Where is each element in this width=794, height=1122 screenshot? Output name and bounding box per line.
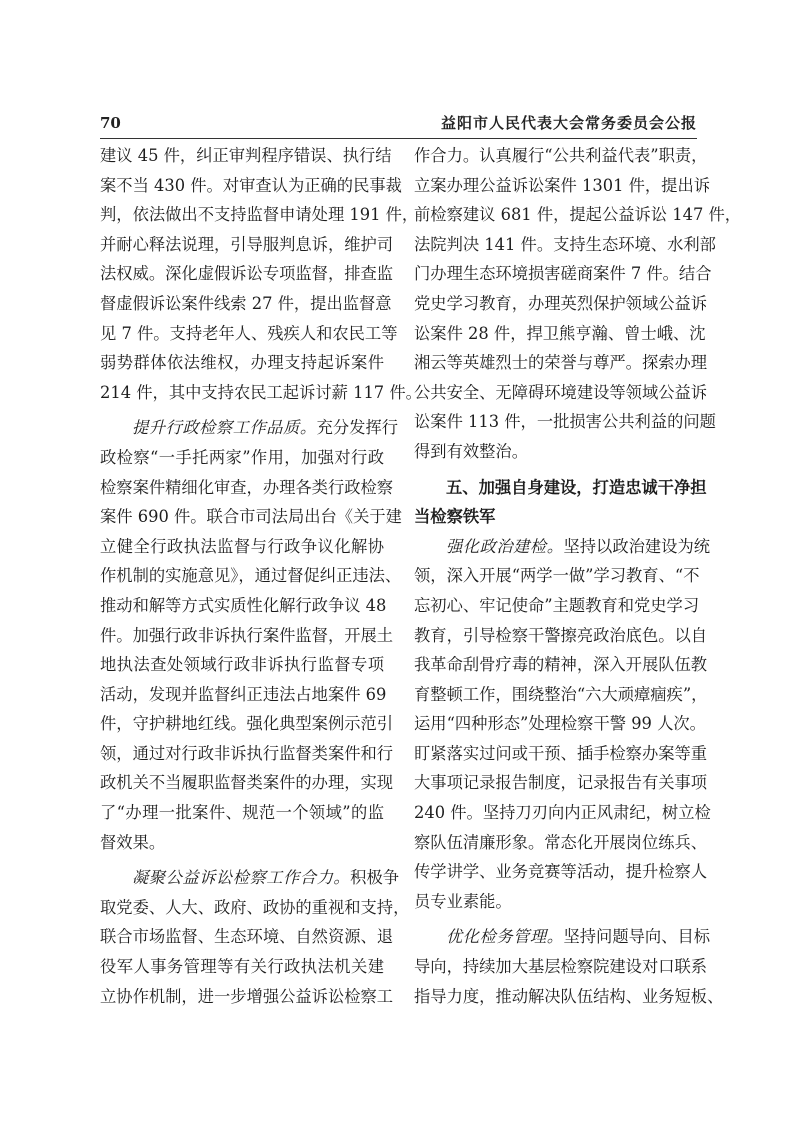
text-line: 取党委、人大、政府、政协的重视和支持， xyxy=(100,897,410,917)
paragraph-public-interest-litigation xyxy=(100,863,410,1011)
header-rule xyxy=(100,138,697,139)
paragraph-public-interest-continued xyxy=(414,141,742,467)
text-line: 件。加强行政非诉执行案件监督，开展土 xyxy=(100,625,394,645)
section-heading-line: 五、加强自身建设，打造忠诚干净担 xyxy=(446,477,707,497)
page-header xyxy=(100,112,697,136)
text-line: 督虚假诉讼案件线索 27 件，提出监督意 xyxy=(100,293,392,313)
left-column xyxy=(100,141,422,1011)
text-line: 前检察建议 681 件，提起公益诉讼 147 件， xyxy=(414,205,742,225)
text-line: 240 件。坚持刀刃向内正风肃纪，树立检 xyxy=(414,803,711,823)
text-fragment: 坚持问题导向、目标 xyxy=(563,927,711,947)
text-line: 立健全行政执法监督与行政争议化解协 xyxy=(100,536,384,556)
text-line: 检察案件精细化审查，办理各类行政检察 xyxy=(100,477,394,497)
paragraph-first-line xyxy=(414,532,711,562)
paragraph-lead: 优化检务管理。 xyxy=(446,927,564,947)
paragraph-lead: 强化政治建检。 xyxy=(446,536,564,556)
text-line: 立协作机制，进一步增强公益诉讼检察工 xyxy=(100,986,394,1006)
paragraph-first-line xyxy=(100,863,400,893)
paragraph-lead: 凝聚公益诉讼检察工作合力。 xyxy=(132,868,351,888)
text-line: 建议 45 件，纠正审判程序错误、执行结 xyxy=(100,146,392,165)
paragraph-administrative-procuratorate xyxy=(100,413,402,857)
text-line: 党史学习教育，办理英烈保护领域公益诉 xyxy=(414,293,708,313)
paragraph-political-building xyxy=(414,532,711,917)
right-column xyxy=(414,141,742,1011)
text-line: 员专业素能。 xyxy=(414,891,512,911)
text-line: 弱势群体依法维权，办理支持起诉案件 xyxy=(100,353,384,373)
text-line: 作机制的实施意见》，通过督促纠正违法、 xyxy=(100,566,402,586)
section-heading-line: 当检察铁军 xyxy=(414,507,496,527)
text-line: 件，守护耕地红线。强化典型案例示范引 xyxy=(100,714,394,734)
text-fragment: 积极争 xyxy=(350,868,400,888)
text-line: 门办理生态环境损害磋商案件 7 件。结合 xyxy=(414,264,712,284)
text-line: 地执法查处领域行政非诉执行监督专项 xyxy=(100,655,384,675)
text-fragment: 充分发挥行 xyxy=(316,418,399,438)
paragraph-first-line xyxy=(100,413,399,443)
text-line: 案不当 430 件。对审查认为正确的民事裁 xyxy=(100,175,402,195)
text-line: 我革命刮骨疗毒的精神，深入开展队伍教 xyxy=(414,655,708,675)
text-line: 盯紧落实过问或干预、插手检察办案等重 xyxy=(414,743,708,763)
text-line: 公共安全、无障碍环境建设等领域公益诉 xyxy=(414,382,708,402)
text-line: 得到有效整治。 xyxy=(414,441,528,461)
text-line: 指导力度，推动解决队伍结构、业务短板、 xyxy=(414,986,724,1006)
text-line: 法院判决 141 件。支持生态环境、水利部 xyxy=(414,234,716,254)
text-line: 并耐心释法说理，引导服判息诉，维护司 xyxy=(100,234,394,254)
text-line: 湘云等英雄烈士的荣誉与尊严。探索办理 xyxy=(414,353,708,373)
text-line: 活动，发现并监督纠正违法占地案件 69 xyxy=(100,684,387,704)
text-line: 案件 690 件。联合市司法局出台《关于建 xyxy=(100,507,402,527)
paragraph-lead: 提升行政检察工作品质。 xyxy=(132,418,317,438)
text-line: 育整顿工作，围绕整治“六大顽瘴痼疾”， xyxy=(414,684,708,704)
text-line: 教育，引导检察干警擦亮政治底色。以自 xyxy=(414,625,708,645)
text-line: 讼案件 28 件，捍卫熊亨瀚、曾士峨、沈 xyxy=(414,323,706,343)
text-line: 讼案件 113 件，一批损害公共利益的问题 xyxy=(414,412,716,432)
section-heading xyxy=(414,473,707,532)
text-line: 214 件，其中支持农民工起诉讨薪 117 件。 xyxy=(100,382,422,402)
paragraph-first-line xyxy=(414,922,711,952)
page-number: 70 xyxy=(100,114,121,132)
text-line: 大事项记录报告制度，记录报告有关事项 xyxy=(414,773,708,793)
text-line: 领，通过对行政非诉执行监督类案件和行 xyxy=(100,743,394,763)
paragraph-affairs-management xyxy=(414,922,724,1011)
text-line: 立案办理公益诉讼案件 1301 件，提出诉 xyxy=(414,175,711,195)
text-fragment: 坚持以政治建设为统 xyxy=(563,536,711,556)
text-line: 忘初心、牢记使命”主题教育和党史学习 xyxy=(414,595,700,615)
journal-title: 益阳市人民代表大会常务委员会公报 xyxy=(440,114,697,132)
text-line: 政检察“一手托两家”作用，加强对行政 xyxy=(100,447,384,467)
text-line: 推动和解等方式实质性化解行政争议 48 xyxy=(100,595,387,615)
text-line: 见 7 件。支持老年人、残疾人和农民工等 xyxy=(100,323,398,343)
text-line: 役军人事务管理等有关行政执法机关建 xyxy=(100,957,384,977)
text-line: 察队伍清廉形象。常态化开展岗位练兵、 xyxy=(414,832,708,852)
text-line: 了“办理一批案件、规范一个领域”的监 xyxy=(100,803,384,823)
text-line: 判，依法做出不支持监督申请处理 191 件， xyxy=(100,205,419,225)
text-line: 导向，持续加大基层检察院建设对口联系 xyxy=(414,957,708,977)
text-line: 领，深入开展“两学一做”学习教育、“不 xyxy=(414,566,700,586)
paragraph-civil-supervision xyxy=(100,141,422,407)
text-line: 法权威。深化虚假诉讼专项监督，排查监 xyxy=(100,264,394,284)
text-line: 政机关不当履职监督类案件的办理，实现 xyxy=(100,773,394,793)
text-line: 传学讲学、业务竞赛等活动，提升检察人 xyxy=(414,862,708,882)
text-line: 运用“四种形态”处理检察干警 99 人次。 xyxy=(414,714,706,734)
text-line: 作合力。认真履行“公共利益代表”职责， xyxy=(414,146,708,165)
text-line: 督效果。 xyxy=(100,832,166,852)
text-line: 联合市场监督、生态环境、自然资源、退 xyxy=(100,927,394,947)
